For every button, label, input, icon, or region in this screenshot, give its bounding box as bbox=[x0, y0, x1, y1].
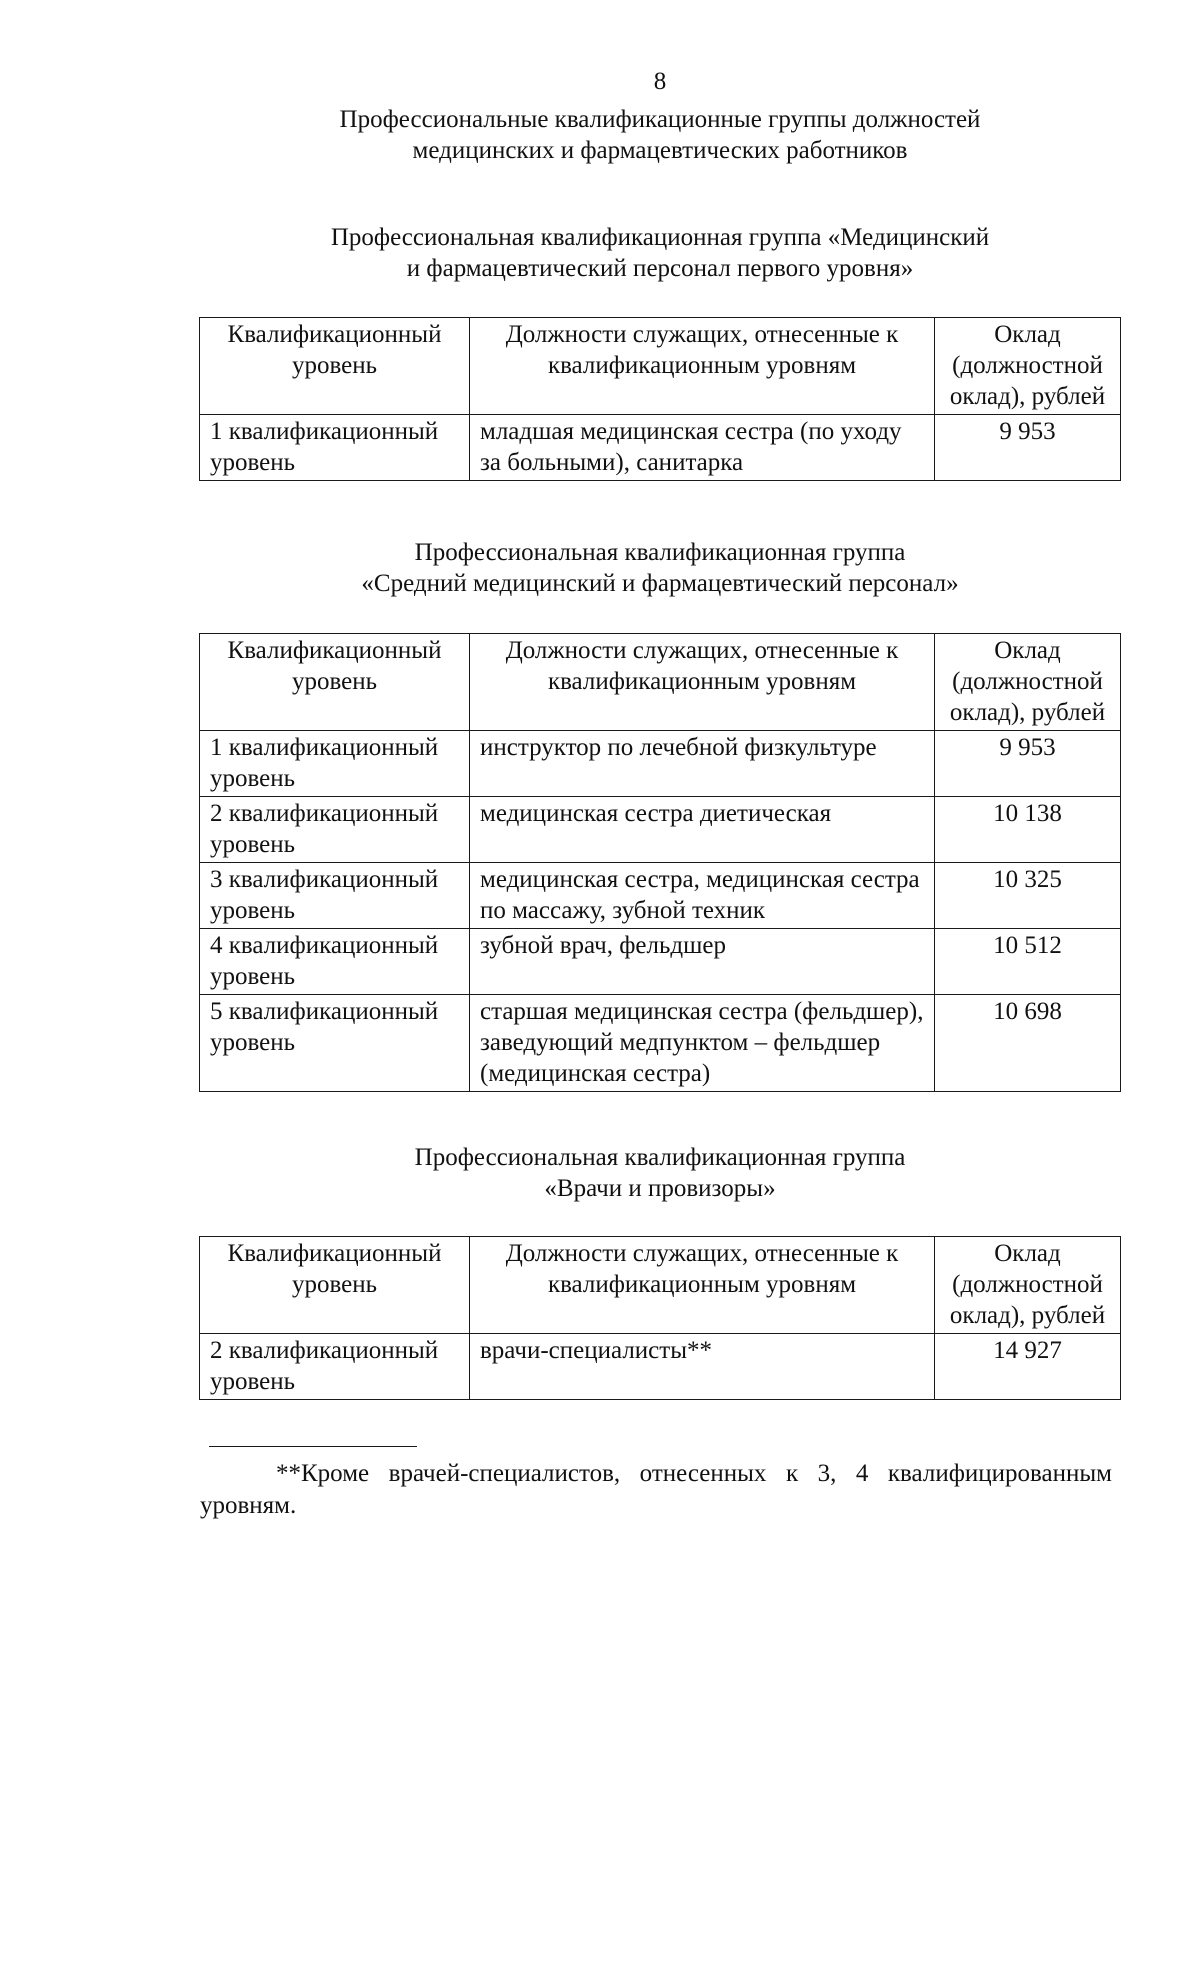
cell-positions: врачи-специалисты** bbox=[470, 1334, 935, 1400]
group-title-line: и фармацевтический персонал первого уровня» bbox=[406, 255, 914, 282]
footnote: **Кроме врачей-специалистов, отнесенных к 3, 4 квалифицированным уровням. bbox=[200, 1460, 1112, 1519]
group-3-title bbox=[200, 1142, 1120, 1204]
group-2-table bbox=[199, 633, 1121, 1092]
cell-salary: 10 138 bbox=[935, 797, 1121, 863]
header-salary: Оклад (должностной оклад), рублей bbox=[935, 634, 1121, 731]
cell-salary: 10 512 bbox=[935, 929, 1121, 995]
table-header-row bbox=[200, 634, 1121, 731]
group-title-line: «Средний медицинский и фармацевтический персонал» bbox=[361, 570, 959, 597]
cell-salary: 10 698 bbox=[935, 995, 1121, 1092]
header-level: Квалификационный уровень bbox=[200, 1237, 470, 1334]
header-positions: Должности служащих, отнесенные к квалификационным уровням bbox=[470, 1237, 935, 1334]
cell-positions: младшая медицинская сестра (по уходу за больными), санитарка bbox=[470, 415, 935, 481]
table-header-row bbox=[200, 1237, 1121, 1334]
cell-level: 1 квалификационный уровень bbox=[200, 415, 470, 481]
page-number: 8 bbox=[653, 68, 667, 95]
footnote-separator bbox=[209, 1446, 417, 1447]
cell-salary: 14 927 bbox=[935, 1334, 1121, 1400]
group-title-line: Профессиональная квалификационная группа bbox=[414, 539, 906, 566]
cell-level: 2 квалификационный уровень bbox=[200, 1334, 470, 1400]
cell-level: 2 квалификационный уровень bbox=[200, 797, 470, 863]
group-title-line: Профессиональная квалификационная группа bbox=[414, 1144, 906, 1171]
group-title-line: Профессиональная квалификационная группа «Медицинский bbox=[330, 224, 990, 251]
document-title-line: медицинских и фармацевтических работников bbox=[412, 137, 908, 164]
document-title-line: Профессиональные квалификационные группы должностей bbox=[339, 106, 981, 133]
group-1-title bbox=[200, 222, 1120, 284]
table-header-row bbox=[200, 318, 1121, 415]
table-row bbox=[200, 929, 1121, 995]
group-title-line: «Врачи и провизоры» bbox=[544, 1175, 776, 1202]
table-row bbox=[200, 863, 1121, 929]
table-row bbox=[200, 1334, 1121, 1400]
cell-positions: медицинская сестра, медицинская сестра по массажу, зубной техник bbox=[470, 863, 935, 929]
table-row bbox=[200, 797, 1121, 863]
header-salary: Оклад (должностной оклад), рублей bbox=[935, 1237, 1121, 1334]
cell-level: 3 квалификационный уровень bbox=[200, 863, 470, 929]
header-positions: Должности служащих, отнесенные к квалификационным уровням bbox=[470, 634, 935, 731]
group-3-table bbox=[199, 1236, 1121, 1400]
table-row bbox=[200, 415, 1121, 481]
table-row bbox=[200, 995, 1121, 1092]
cell-salary: 9 953 bbox=[935, 731, 1121, 797]
table-row bbox=[200, 731, 1121, 797]
cell-positions: медицинская сестра диетическая bbox=[470, 797, 935, 863]
header-positions: Должности служащих, отнесенные к квалификационным уровням bbox=[470, 318, 935, 415]
header-level: Квалификационный уровень bbox=[200, 318, 470, 415]
group-2-title bbox=[200, 537, 1120, 599]
cell-positions: старшая медицинская сестра (фельдшер), заведующий медпунктом – фельдшер (медицинская сестра) bbox=[470, 995, 935, 1092]
cell-salary: 10 325 bbox=[935, 863, 1121, 929]
header-salary: Оклад (должностной оклад), рублей bbox=[935, 318, 1121, 415]
header-level: Квалификационный уровень bbox=[200, 634, 470, 731]
cell-level: 5 квалификационный уровень bbox=[200, 995, 470, 1092]
cell-positions: инструктор по лечебной физкультуре bbox=[470, 731, 935, 797]
document-title bbox=[200, 104, 1120, 166]
group-1-table bbox=[199, 317, 1121, 481]
cell-positions: зубной врач, фельдшер bbox=[470, 929, 935, 995]
cell-level: 1 квалификационный уровень bbox=[200, 731, 470, 797]
cell-level: 4 квалификационный уровень bbox=[200, 929, 470, 995]
cell-salary: 9 953 bbox=[935, 415, 1121, 481]
